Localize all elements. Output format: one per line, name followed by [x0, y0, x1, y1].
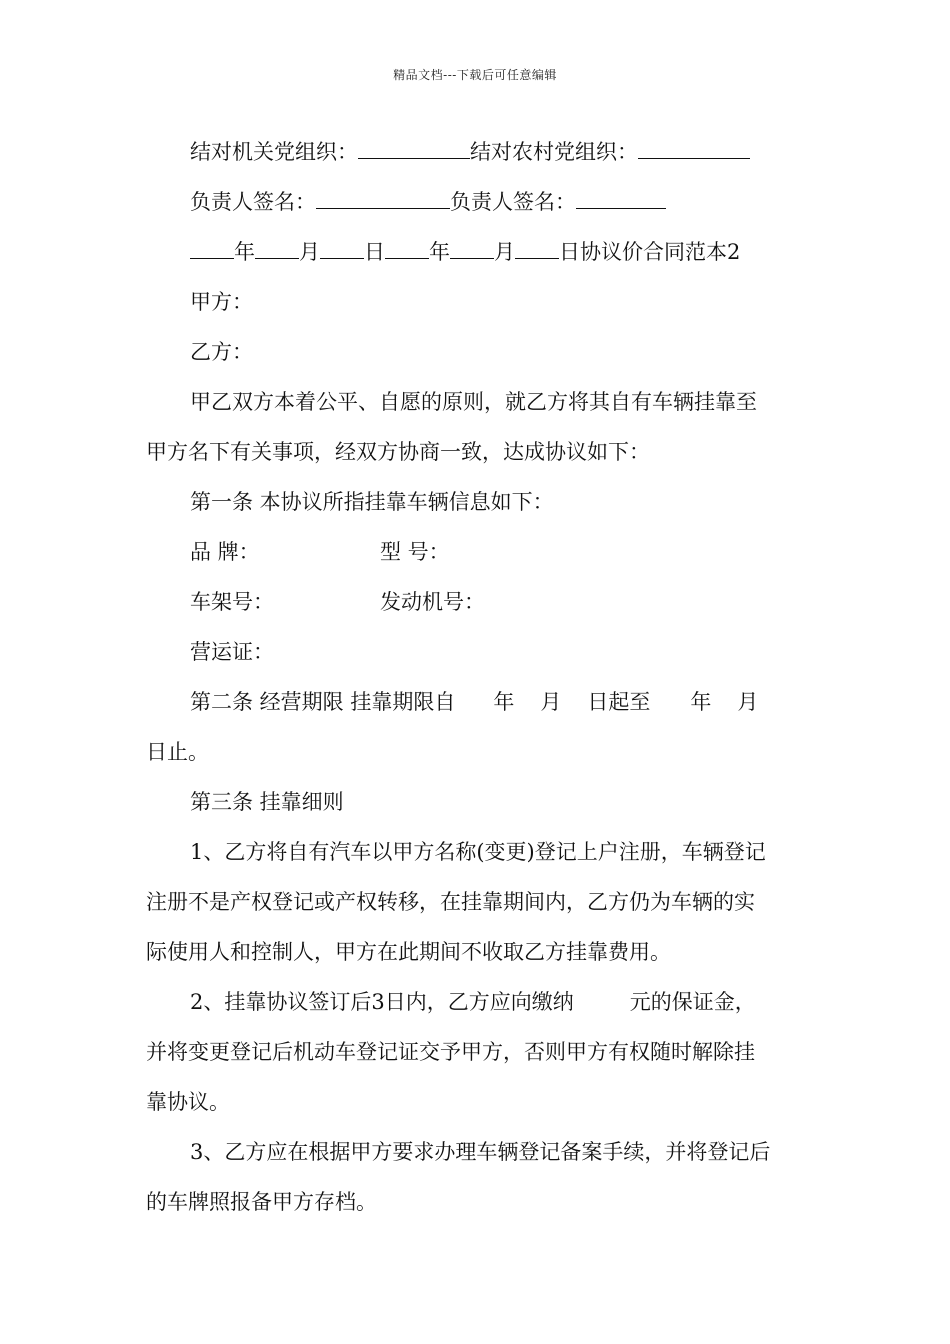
license-label: 营运证：: [190, 640, 274, 664]
article2-year-2: 年: [690, 690, 712, 714]
date-blank: [515, 240, 559, 259]
clause1-line-2: 注册不是产权登记或产权转移，在挂靠期间内，乙方仍为车辆的实: [146, 890, 755, 914]
date-blank: [320, 240, 364, 259]
clause2-line-2: 并将变更登记后机动车登记证交予甲方，否则甲方有权随时解除挂: [146, 1040, 755, 1064]
article3-title: 第三条 挂靠细则: [190, 790, 344, 814]
page-header: 精品文档---下载后可任意编辑: [393, 68, 557, 82]
clause2-line-1a: 2、挂靠协议签订后3日内，乙方应向缴纳: [190, 990, 574, 1014]
date-month-1: 月: [299, 240, 320, 264]
date-title-line: [190, 237, 740, 267]
engine-label: 发动机号：: [380, 590, 485, 614]
article2-line: [190, 687, 758, 717]
date-blank: [450, 240, 494, 259]
clause2-line-3: 靠协议。: [146, 1090, 230, 1114]
article2-day-from: 日起至: [587, 690, 651, 714]
clause1-line-1: 1、乙方将自有汽车以甲方名称(变更)登记上户注册，车辆登记: [190, 840, 766, 864]
clause1-line-3: 际使用人和控制人，甲方在此期间不收取乙方挂靠费用。: [146, 940, 671, 964]
clause2-line-1b: 元的保证金，: [629, 990, 756, 1014]
date-blank: [255, 240, 299, 259]
date-blank: [190, 240, 234, 259]
signer-right-label: 负责人签名：: [450, 190, 576, 214]
date-day-2-title: 日协议价合同范本2: [559, 240, 741, 264]
signer-right-blank: [576, 190, 666, 209]
article2-part1: 第二条 经营期限 挂靠期限自: [190, 690, 456, 714]
org-left-blank: [358, 140, 470, 159]
date-year-2: 年: [429, 240, 450, 264]
date-month-2: 月: [494, 240, 515, 264]
signer-line: [190, 187, 666, 217]
article1-title: 第一条 本协议所指挂靠车辆信息如下：: [190, 490, 554, 514]
article2-month-1: 月: [540, 690, 562, 714]
date-year-1: 年: [234, 240, 255, 264]
party-a: 甲方：: [190, 290, 253, 314]
brand-label: 品 牌：: [190, 540, 260, 564]
date-blank: [385, 240, 429, 259]
article2-year-1: 年: [493, 690, 515, 714]
article2-end: 日止。: [146, 740, 209, 764]
signer-left-label: 负责人签名：: [190, 190, 316, 214]
org-left-label: 结对机关党组织：: [190, 140, 358, 164]
party-b: 乙方：: [190, 340, 253, 364]
intro-line-1: 甲乙双方本着公平、自愿的原则，就乙方将其自有车辆挂靠至: [190, 390, 757, 414]
clause3-line-1: 3、乙方应在根据甲方要求办理车辆登记备案手续，并将登记后: [190, 1140, 771, 1164]
model-label: 型 号：: [380, 540, 450, 564]
org-right-blank: [638, 140, 750, 159]
article2-month-2: 月: [737, 690, 759, 714]
org-right-label: 结对农村党组织：: [470, 140, 638, 164]
clause3-line-2: 的车牌照报备甲方存档。: [146, 1190, 377, 1214]
intro-line-2: 甲方名下有关事项，经双方协商一致，达成协议如下：: [146, 440, 650, 464]
frame-label: 车架号：: [190, 590, 274, 614]
org-line: [190, 137, 750, 167]
clause2-line-1: [190, 987, 756, 1017]
date-day-1: 日: [364, 240, 385, 264]
signer-left-blank: [316, 190, 450, 209]
